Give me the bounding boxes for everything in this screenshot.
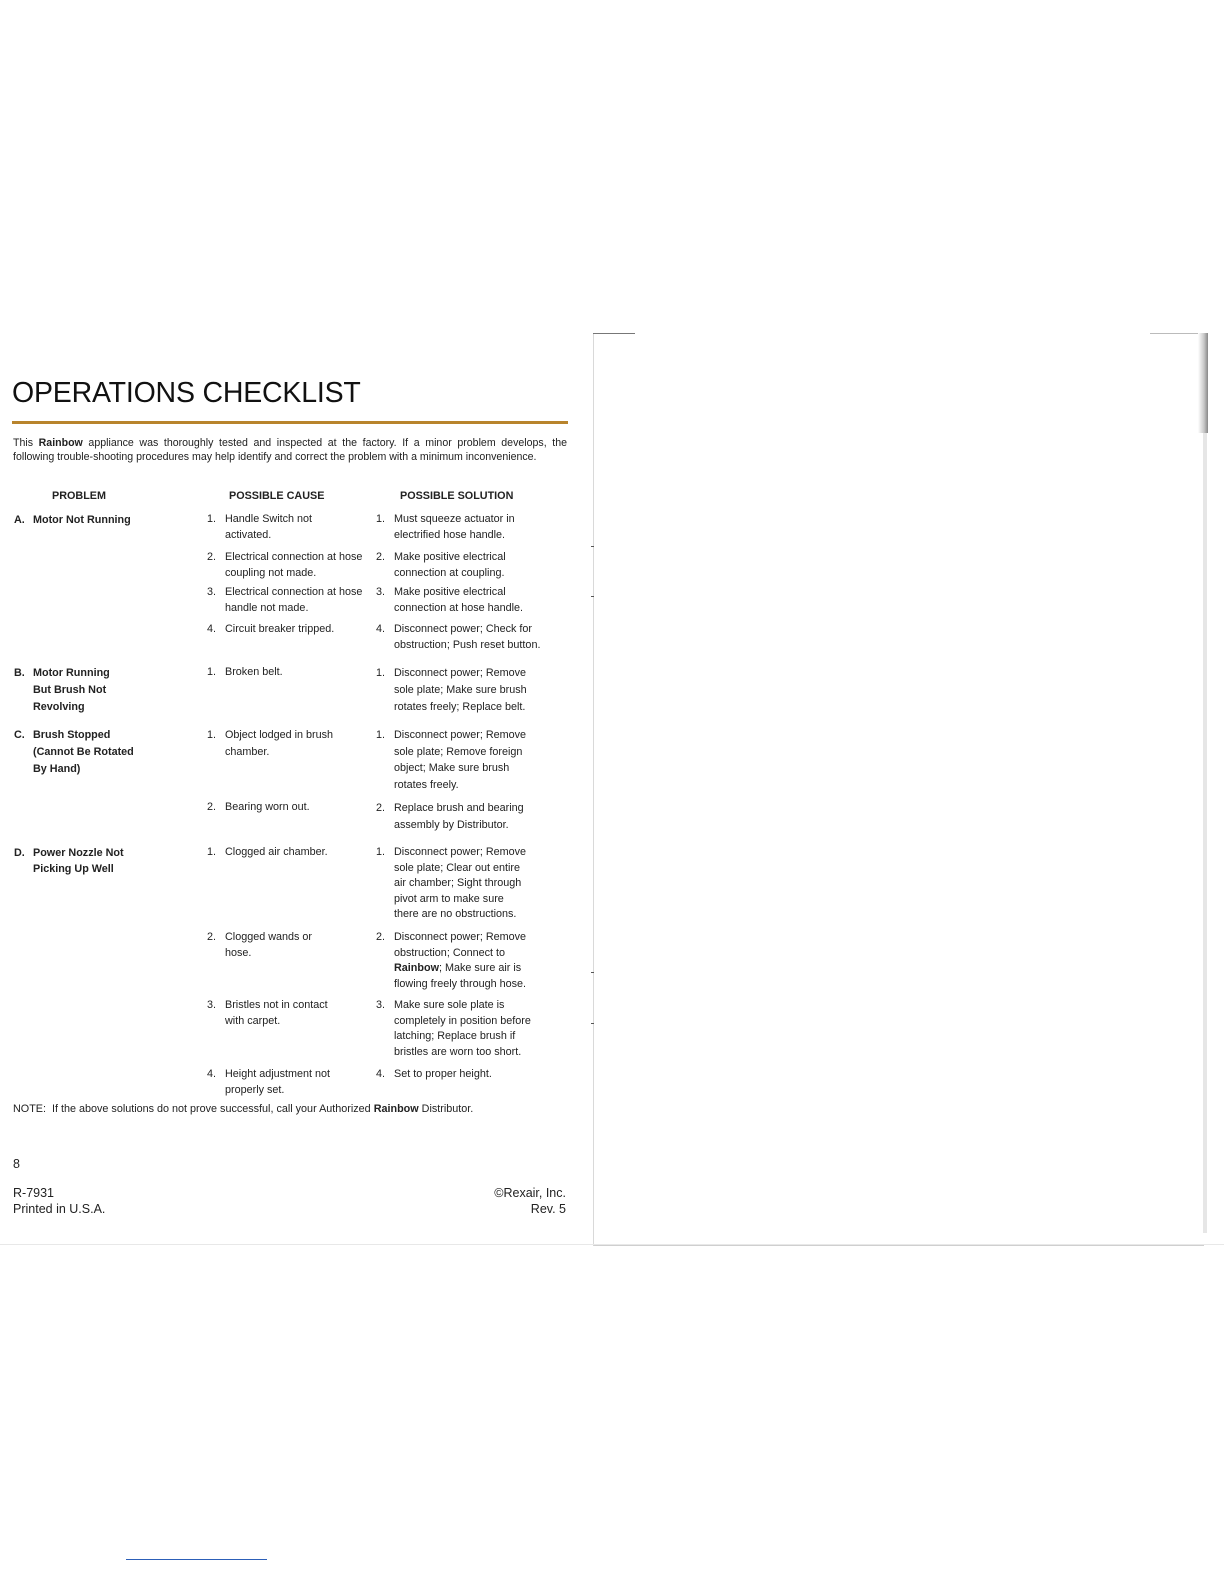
problem-text: Motor Running But Brush Not Revolving — [33, 667, 110, 713]
cause-text: Electrical connection at hose coupling not made. — [225, 551, 363, 579]
item-number: 4. — [207, 1068, 217, 1080]
item-number: 2. — [376, 551, 386, 563]
problem-letter: D. — [14, 847, 25, 859]
solution-text-part: ; Make sure air is flowing freely through hose. — [394, 962, 527, 990]
cause-text: Object lodged in brush chamber. — [225, 729, 334, 758]
page-title: OPERATIONS CHECKLIST — [12, 377, 361, 409]
item-number: 1. — [376, 729, 386, 741]
blank-facing-page — [593, 333, 1204, 1246]
solution-text: Disconnect power; Check for obstruction; Push reset button. — [394, 623, 541, 651]
brand-name: Rainbow — [394, 962, 439, 974]
solution-text: Replace brush and bearing assembly by Distributor. — [394, 802, 524, 831]
copyright: ©Rexair, Inc. — [494, 1186, 566, 1200]
item-number: 2. — [207, 551, 217, 563]
cause-text: Handle Switch not activated. — [225, 513, 313, 541]
solution-text: Make positive electrical connection at coupling. — [394, 551, 506, 579]
solution-text: Make positive electrical connection at hose handle. — [394, 586, 524, 614]
page-number: 8 — [13, 1157, 20, 1171]
cause-text: Electrical connection at hose handle not made. — [225, 586, 363, 614]
solution-text — [394, 930, 526, 992]
scan-mark — [591, 596, 594, 597]
note — [13, 1103, 473, 1115]
item-number: 1. — [207, 666, 217, 678]
item-number: 1. — [376, 513, 386, 525]
solution-text-part: Disconnect power; Remove obstruction; Connect to — [394, 931, 527, 959]
item-number: 3. — [207, 999, 217, 1011]
column-header-solution: POSSIBLE SOLUTION — [400, 490, 514, 502]
cause-text: Height adjustment not properly set. — [225, 1068, 331, 1096]
item-number: 1. — [207, 846, 217, 858]
footer-right — [440, 1186, 566, 1217]
solution-text: Disconnect power; Remove sole plate; Make sure brush rotates freely; Replace belt. — [394, 667, 527, 713]
underline-mark — [126, 1559, 267, 1560]
problem-letter: A. — [14, 514, 25, 526]
problem-letter: B. — [14, 667, 25, 679]
note-text: Distributor. — [418, 1103, 474, 1115]
scan-edge-line — [1150, 333, 1205, 334]
item-number: 2. — [376, 931, 386, 943]
problem-letter: C. — [14, 729, 25, 741]
scan-mark — [591, 546, 594, 547]
item-number: 3. — [376, 999, 386, 1011]
column-header-problem: PROBLEM — [52, 490, 106, 502]
cause-text: Broken belt. — [225, 666, 283, 678]
cause-text: Clogged wands or hose. — [225, 931, 313, 959]
item-number: 1. — [376, 667, 386, 679]
scan-edge-line — [0, 1244, 1224, 1245]
scan-mark — [591, 1023, 594, 1024]
cause-text: Circuit breaker tripped. — [225, 623, 335, 635]
cause-text: Bristles not in contact with carpet. — [225, 999, 328, 1027]
scan-edge-shadow — [1203, 433, 1207, 1233]
problem-text: Power Nozzle Not Picking Up Well — [33, 847, 124, 875]
solution-text: Disconnect power; Remove sole plate; Clear out entire air chamber; Sight through pivot arm to make sure there are no obstructions. — [394, 846, 527, 920]
note-text: NOTE: If the above solutions do not prove successful, call your Authorized — [13, 1103, 374, 1115]
column-header-cause: POSSIBLE CAUSE — [229, 490, 325, 502]
solution-text: Must squeeze actuator in electrified hose handle. — [394, 513, 515, 541]
title-rule — [12, 421, 568, 424]
problem-text: Brush Stopped (Cannot Be Rotated By Hand) — [33, 729, 134, 775]
item-number: 2. — [376, 802, 386, 814]
solution-text: Make sure sole plate is completely in position before latching; Replace brush if bristles are worn too short. — [394, 999, 531, 1058]
item-number: 2. — [207, 931, 217, 943]
item-number: 3. — [376, 586, 386, 598]
printed-in: Printed in U.S.A. — [13, 1201, 106, 1216]
item-number: 1. — [207, 513, 217, 525]
footer-left — [13, 1186, 105, 1217]
item-number: 2. — [207, 801, 217, 813]
intro-text: This — [13, 437, 39, 449]
intro-text: appliance was thoroughly tested and inspected at the factory. If a minor problem develops, the following trouble-shooting procedures may help identify and correct the problem with a minimum inconvenience. — [13, 437, 567, 463]
scan-edge-shadow — [1198, 333, 1208, 433]
problem-text: Motor Not Running — [33, 514, 131, 526]
cause-text: Bearing worn out. — [225, 801, 310, 813]
solution-text: Set to proper height. — [394, 1068, 492, 1080]
item-number: 3. — [207, 586, 217, 598]
item-number: 4. — [376, 623, 386, 635]
brand-name: Rainbow — [373, 1103, 419, 1115]
brand-name: Rainbow — [38, 437, 83, 449]
item-number: 1. — [376, 846, 386, 858]
item-number: 1. — [207, 729, 217, 741]
intro-paragraph — [13, 436, 567, 464]
solution-text: Disconnect power; Remove sole plate; Remove foreign object; Make sure brush rotates freely. — [394, 729, 527, 791]
item-number: 4. — [376, 1068, 386, 1080]
document-code: R-7931 — [13, 1186, 54, 1200]
cause-text: Clogged air chamber. — [225, 846, 328, 858]
item-number: 4. — [207, 623, 217, 635]
revision: Rev. 5 — [530, 1201, 566, 1216]
scan-edge-line — [593, 333, 635, 334]
scan-mark — [591, 972, 594, 973]
